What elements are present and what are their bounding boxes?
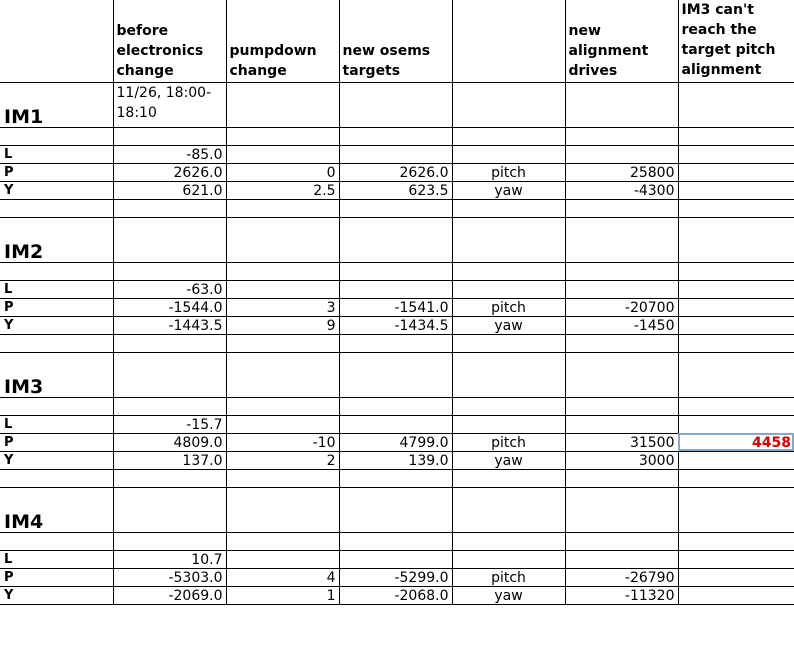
l-row bbox=[0, 550, 794, 568]
cell[interactable] bbox=[452, 199, 565, 217]
header-im3-note[interactable]: IM3 can't reach the target pitch alignment bbox=[678, 0, 794, 82]
dof-label[interactable]: pitch bbox=[452, 163, 565, 181]
drive-value[interactable]: -1450 bbox=[565, 316, 678, 334]
group-row bbox=[0, 217, 794, 262]
pumpdown-value[interactable]: 9 bbox=[226, 316, 339, 334]
cell[interactable] bbox=[339, 145, 452, 163]
group-note[interactable] bbox=[113, 352, 226, 397]
cell[interactable] bbox=[678, 334, 794, 352]
pumpdown-value[interactable]: 0 bbox=[226, 163, 339, 181]
cell[interactable] bbox=[339, 199, 452, 217]
cell[interactable] bbox=[678, 415, 794, 433]
p-row bbox=[0, 298, 794, 316]
pumpdown-value[interactable]: 3 bbox=[226, 298, 339, 316]
cell[interactable] bbox=[226, 487, 339, 532]
cell[interactable] bbox=[226, 127, 339, 145]
before-value[interactable]: -85.0 bbox=[113, 145, 226, 163]
cell[interactable] bbox=[339, 532, 452, 550]
axis-label[interactable]: L bbox=[0, 145, 113, 163]
axis-label[interactable]: P bbox=[0, 298, 113, 316]
cell[interactable] bbox=[226, 262, 339, 280]
cell[interactable] bbox=[678, 397, 794, 415]
drive-value[interactable]: 25800 bbox=[565, 163, 678, 181]
cell[interactable] bbox=[0, 532, 113, 550]
cell[interactable] bbox=[226, 217, 339, 262]
pumpdown-value[interactable]: 4 bbox=[226, 568, 339, 586]
target-value[interactable]: 2626.0 bbox=[339, 163, 452, 181]
group-note[interactable] bbox=[113, 217, 226, 262]
cell[interactable] bbox=[452, 82, 565, 127]
axis-label[interactable]: Y bbox=[0, 181, 113, 199]
p-row bbox=[0, 163, 794, 181]
cell[interactable] bbox=[339, 217, 452, 262]
cell[interactable] bbox=[452, 469, 565, 487]
cell[interactable] bbox=[678, 280, 794, 298]
axis-label[interactable]: P bbox=[0, 568, 113, 586]
l-row bbox=[0, 280, 794, 298]
p-row bbox=[0, 568, 794, 586]
cell[interactable] bbox=[452, 280, 565, 298]
extra-value[interactable] bbox=[678, 568, 794, 586]
cell[interactable] bbox=[339, 397, 452, 415]
cell[interactable] bbox=[678, 199, 794, 217]
blank-row bbox=[0, 262, 794, 280]
cell[interactable] bbox=[339, 469, 452, 487]
cell[interactable] bbox=[452, 334, 565, 352]
cell[interactable] bbox=[678, 127, 794, 145]
cell[interactable] bbox=[565, 487, 678, 532]
cell[interactable] bbox=[339, 82, 452, 127]
cell[interactable] bbox=[678, 82, 794, 127]
pumpdown-value[interactable]: -10 bbox=[226, 433, 339, 451]
blank-row bbox=[0, 199, 794, 217]
cell[interactable] bbox=[678, 532, 794, 550]
axis-label[interactable]: Y bbox=[0, 586, 113, 604]
cell[interactable] bbox=[0, 199, 113, 217]
axis-label[interactable]: Y bbox=[0, 451, 113, 469]
p-row bbox=[0, 433, 794, 451]
before-value[interactable]: -1544.0 bbox=[113, 298, 226, 316]
cell[interactable] bbox=[565, 334, 678, 352]
group-name[interactable]: IM1 bbox=[0, 82, 113, 127]
header-before-electronics[interactable]: before electronics change bbox=[113, 0, 226, 82]
cell[interactable] bbox=[226, 397, 339, 415]
blank-row bbox=[0, 397, 794, 415]
extra-value[interactable] bbox=[678, 451, 794, 469]
group-row bbox=[0, 352, 794, 397]
header-new-osems-targets[interactable]: new osems targets bbox=[339, 0, 452, 82]
cell[interactable] bbox=[678, 262, 794, 280]
extra-value[interactable] bbox=[678, 163, 794, 181]
cell[interactable] bbox=[678, 487, 794, 532]
before-value[interactable]: -5303.0 bbox=[113, 568, 226, 586]
cell[interactable] bbox=[0, 469, 113, 487]
cell[interactable] bbox=[0, 0, 113, 82]
cell[interactable] bbox=[678, 469, 794, 487]
dof-label[interactable]: yaw bbox=[452, 451, 565, 469]
cell[interactable] bbox=[678, 352, 794, 397]
cell[interactable] bbox=[339, 280, 452, 298]
target-value[interactable]: 623.5 bbox=[339, 181, 452, 199]
group-name[interactable]: IM3 bbox=[0, 352, 113, 397]
cell[interactable] bbox=[113, 469, 226, 487]
dof-label[interactable]: pitch bbox=[452, 568, 565, 586]
drive-value[interactable]: 31500 bbox=[565, 433, 678, 451]
drive-value[interactable]: -26790 bbox=[565, 568, 678, 586]
cell[interactable] bbox=[0, 334, 113, 352]
group-row bbox=[0, 82, 794, 127]
drive-value[interactable]: -11320 bbox=[565, 586, 678, 604]
cell[interactable] bbox=[226, 82, 339, 127]
cell[interactable] bbox=[452, 217, 565, 262]
cell[interactable] bbox=[452, 397, 565, 415]
target-value[interactable]: 4799.0 bbox=[339, 433, 452, 451]
blank-row bbox=[0, 532, 794, 550]
y-row bbox=[0, 181, 794, 199]
before-value[interactable]: 137.0 bbox=[113, 451, 226, 469]
header-pumpdown-change[interactable]: pumpdown change bbox=[226, 0, 339, 82]
drive-value[interactable]: 3000 bbox=[565, 451, 678, 469]
axis-label[interactable]: P bbox=[0, 163, 113, 181]
cell[interactable] bbox=[226, 532, 339, 550]
cell[interactable] bbox=[226, 145, 339, 163]
group-name[interactable]: IM2 bbox=[0, 217, 113, 262]
axis-label[interactable]: Y bbox=[0, 316, 113, 334]
cell[interactable] bbox=[565, 280, 678, 298]
dof-label[interactable]: yaw bbox=[452, 586, 565, 604]
header-new-alignment-drives[interactable]: new alignment drives bbox=[565, 0, 678, 82]
group-note[interactable] bbox=[113, 487, 226, 532]
cell[interactable] bbox=[678, 217, 794, 262]
cell[interactable] bbox=[113, 532, 226, 550]
extra-value[interactable] bbox=[678, 298, 794, 316]
before-value[interactable]: -63.0 bbox=[113, 280, 226, 298]
cell[interactable] bbox=[226, 550, 339, 568]
cell[interactable] bbox=[0, 397, 113, 415]
cell[interactable] bbox=[226, 469, 339, 487]
cell[interactable] bbox=[339, 262, 452, 280]
before-value[interactable]: 621.0 bbox=[113, 181, 226, 199]
pumpdown-value[interactable]: 1 bbox=[226, 586, 339, 604]
target-value[interactable]: 139.0 bbox=[339, 451, 452, 469]
cell[interactable] bbox=[226, 280, 339, 298]
cell[interactable] bbox=[113, 199, 226, 217]
cell[interactable] bbox=[565, 127, 678, 145]
pumpdown-value[interactable]: 2.5 bbox=[226, 181, 339, 199]
cell[interactable] bbox=[565, 262, 678, 280]
cell[interactable] bbox=[226, 352, 339, 397]
cell[interactable] bbox=[113, 397, 226, 415]
before-value[interactable]: 4809.0 bbox=[113, 433, 226, 451]
drive-value[interactable]: -4300 bbox=[565, 181, 678, 199]
axis-label[interactable]: P bbox=[0, 433, 113, 451]
axis-label[interactable]: L bbox=[0, 550, 113, 568]
cell[interactable] bbox=[0, 127, 113, 145]
cell[interactable] bbox=[565, 199, 678, 217]
cell[interactable] bbox=[0, 262, 113, 280]
cell[interactable] bbox=[565, 415, 678, 433]
cell[interactable] bbox=[452, 127, 565, 145]
header-row bbox=[0, 0, 794, 82]
before-value[interactable]: 2626.0 bbox=[113, 163, 226, 181]
blank-row bbox=[0, 469, 794, 487]
l-row bbox=[0, 145, 794, 163]
extra-value[interactable] bbox=[678, 316, 794, 334]
y-row bbox=[0, 586, 794, 604]
before-value[interactable]: 10.7 bbox=[113, 550, 226, 568]
cell[interactable] bbox=[565, 352, 678, 397]
cell[interactable] bbox=[565, 145, 678, 163]
target-value[interactable]: -1434.5 bbox=[339, 316, 452, 334]
target-value[interactable]: -1541.0 bbox=[339, 298, 452, 316]
target-value[interactable]: -2068.0 bbox=[339, 586, 452, 604]
target-value[interactable]: -5299.0 bbox=[339, 568, 452, 586]
axis-label[interactable]: L bbox=[0, 415, 113, 433]
cell[interactable] bbox=[452, 487, 565, 532]
cell[interactable] bbox=[452, 550, 565, 568]
cell[interactable] bbox=[452, 415, 565, 433]
dof-label[interactable]: yaw bbox=[452, 181, 565, 199]
cell[interactable] bbox=[565, 469, 678, 487]
cell[interactable] bbox=[452, 145, 565, 163]
cell[interactable] bbox=[113, 262, 226, 280]
cell[interactable] bbox=[565, 397, 678, 415]
cell[interactable] bbox=[113, 127, 226, 145]
cell[interactable] bbox=[452, 532, 565, 550]
blank-row bbox=[0, 127, 794, 145]
selected-cell-im3-pitch[interactable]: 4458 bbox=[678, 433, 794, 451]
before-value[interactable]: -1443.5 bbox=[113, 316, 226, 334]
cell[interactable] bbox=[565, 217, 678, 262]
cell[interactable] bbox=[339, 487, 452, 532]
blank-row bbox=[0, 334, 794, 352]
cell[interactable] bbox=[339, 550, 452, 568]
group-note[interactable]: 11/26, 18:00-18:10 bbox=[113, 82, 226, 127]
cell[interactable] bbox=[339, 352, 452, 397]
y-row bbox=[0, 316, 794, 334]
cell[interactable] bbox=[565, 550, 678, 568]
dof-label[interactable]: pitch bbox=[452, 433, 565, 451]
cell[interactable] bbox=[565, 82, 678, 127]
extra-value[interactable] bbox=[678, 181, 794, 199]
dof-label[interactable]: pitch bbox=[452, 298, 565, 316]
cell[interactable] bbox=[678, 145, 794, 163]
cell[interactable] bbox=[226, 199, 339, 217]
dof-label[interactable]: yaw bbox=[452, 316, 565, 334]
axis-label[interactable]: L bbox=[0, 280, 113, 298]
cell[interactable] bbox=[339, 334, 452, 352]
cell[interactable] bbox=[339, 415, 452, 433]
cell[interactable] bbox=[339, 127, 452, 145]
before-value[interactable]: -15.7 bbox=[113, 415, 226, 433]
header-dof[interactable] bbox=[452, 0, 565, 82]
before-value[interactable]: -2069.0 bbox=[113, 586, 226, 604]
cell[interactable] bbox=[113, 334, 226, 352]
cell[interactable] bbox=[452, 262, 565, 280]
drive-value[interactable]: -20700 bbox=[565, 298, 678, 316]
extra-value[interactable] bbox=[678, 586, 794, 604]
group-row bbox=[0, 487, 794, 532]
l-row bbox=[0, 415, 794, 433]
group-name[interactable]: IM4 bbox=[0, 487, 113, 532]
pumpdown-value[interactable]: 2 bbox=[226, 451, 339, 469]
cell[interactable] bbox=[678, 550, 794, 568]
cell[interactable] bbox=[226, 334, 339, 352]
cell[interactable] bbox=[565, 532, 678, 550]
cell[interactable] bbox=[452, 352, 565, 397]
y-row bbox=[0, 451, 794, 469]
cell[interactable] bbox=[226, 415, 339, 433]
